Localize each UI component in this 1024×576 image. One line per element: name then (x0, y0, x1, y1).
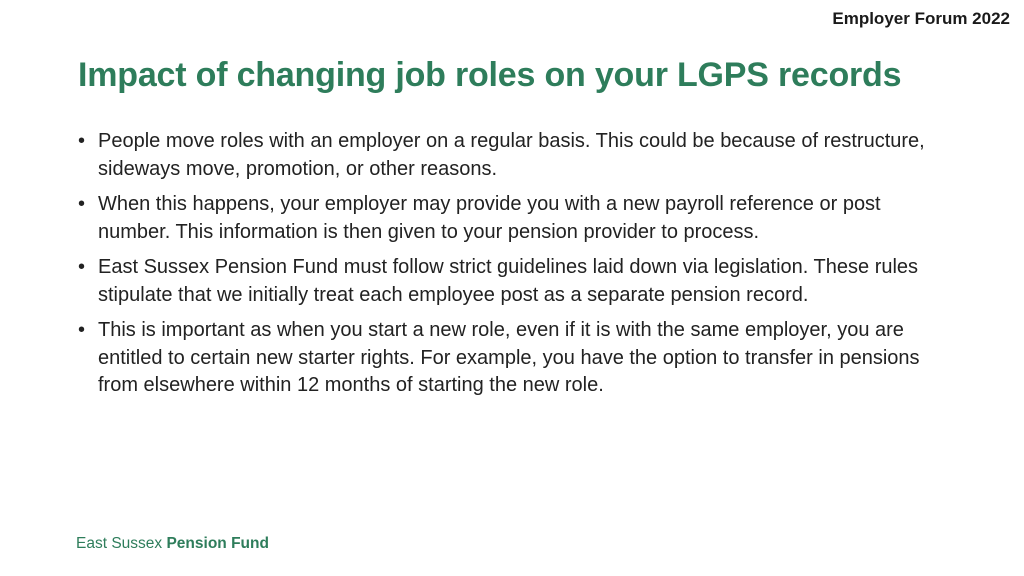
bullet-item (78, 317, 958, 400)
bullet-text: People move roles with an employer on a regular basis. This could be because of restructure, sideways move, promotion, or other reasons. (98, 130, 925, 180)
bullet-icon: • (78, 319, 86, 341)
bullet-item (78, 128, 958, 183)
bullet-text: East Sussex Pension Fund must follow strict guidelines laid down via legislation. These rules stipulate that we initially treat each employee post as a separate pension record. (98, 256, 919, 306)
fund-logo (76, 535, 269, 553)
bullet-text: This is important as when you start a new role, even if it is with the same employer, you are entitled to certain new starter rights. For example, you have the option to transfer in pensions from elsewhere within 12 months of starting the new role. (98, 319, 920, 396)
slide-title: Impact of changing job roles on your LGPS records (78, 56, 902, 94)
bullet-item (78, 254, 958, 309)
bullet-icon: • (78, 193, 86, 215)
bullet-list (78, 128, 958, 408)
logo-text-light: East Sussex (76, 535, 163, 552)
bullet-text: When this happens, your employer may provide you with a new payroll reference or post number. This information is then given to your pension provider to process. (98, 193, 881, 243)
bullet-item (78, 191, 958, 246)
event-label: Employer Forum 2022 (832, 9, 1010, 28)
logo-text-bold: Pension Fund (166, 535, 269, 552)
bullet-icon: • (78, 130, 86, 152)
bullet-icon: • (78, 256, 86, 278)
